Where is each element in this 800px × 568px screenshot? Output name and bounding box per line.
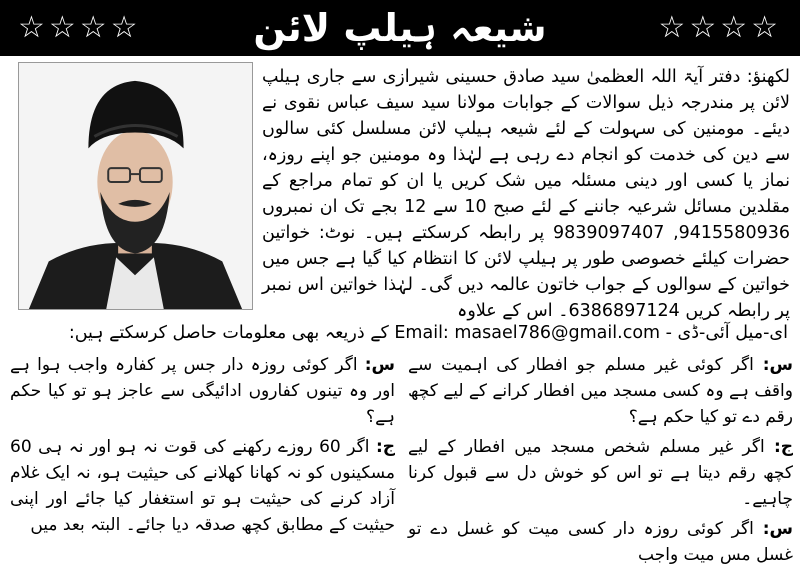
cleric-portrait xyxy=(18,62,253,310)
header-banner xyxy=(0,0,800,56)
email-contact-line: ای-میل آئی-ڈی - Email: masael786@gmail.com کے ذریعہ بھی معلومات حاصل کرسکتے ہیں: xyxy=(68,323,788,343)
qa-text: اگر غیر مسلم شخص مسجد میں افطار کے لیے کچھ رقم دیتا ہے تو اس کو خوش دل سے قبول کرنا چاہیے۔ xyxy=(408,437,793,509)
page-title: شیعہ ہیلپ لائن xyxy=(253,6,547,50)
qa-label: س: xyxy=(762,519,793,539)
intro-paragraph: لکھنؤ: دفتر آیۃ اللہ العظمیٰ سید صادق حسینی شیرازی سے جاری ہیلپ لائن پر مندرجہ ذیل سوالات کے جوابات مولانا سید سیف عباس نقوی نے دیئے۔ مومنین کی سہولت کے لئے شیعہ ہیلپ لائن مسلسل کئی سالوں سے دین کی خدمت کو انجام دے رہی ہے لہٰذا وہ مومنین جو اپنے روزہ، نماز یا کسی اور دینی مسئلہ میں شک کریں یا ان کو تمام مراجع کے مقلدین مسائل شرعیہ جاننے کے لئے صبح 10 سے 12 بجے تک ان نمبروں 9415580936, 9839097407 پر رابطہ کرسکتے ہیں۔ نوٹ: خواتین حضرات کیلئے خصوصی طور پر ہیلپ لائن کا انتظام کیا گیا ہے جس میں خواتین کے سوالوں کے جواب خاتون عالمہ دیں گی۔ لہٰذا خواتین اس نمبر پر رابطہ کریں 6386897124۔ اس کے علاوہ xyxy=(262,67,790,321)
qa-text: اگر کوئی غیر مسلم جو افطار کی اہمیت سے واقف ہے وہ کسی مسجد میں افطار کرانے کے لیے کچھ رقم دے تو کیا حکم ہے؟ xyxy=(408,355,793,427)
qa-item xyxy=(10,352,395,430)
qa-item xyxy=(408,516,793,568)
qa-label: ج: xyxy=(773,437,793,457)
stars-left: ☆☆☆☆ xyxy=(18,10,142,45)
stars-right: ☆☆☆☆ xyxy=(658,10,782,45)
qa-column-right xyxy=(408,352,793,565)
intro-article xyxy=(262,64,790,346)
qa-text: اگر 60 روزے رکھنے کی قوت نہ ہو اور نہ ہی 60 مسکینوں کو نہ کھانا کھلانے کی حیثیت ہو، نہ ایک غلام آزاد کرنے کی حیثیت ہو تو استغفار کیا جائے اور اپنی حیثیت کے مطابق کچھ صدقہ دیا جائے۔ البتہ بعد میں xyxy=(10,437,395,535)
qa-label: س: xyxy=(364,355,396,375)
qa-item xyxy=(408,352,793,430)
qa-text: اگر کوئی روزہ دار کسی میت کو غسل دے تو غسل مس میت واجب xyxy=(408,519,793,565)
qa-label: س: xyxy=(762,355,793,375)
qa-item xyxy=(10,434,395,538)
portrait-image xyxy=(19,63,252,309)
qa-label: ج: xyxy=(375,437,395,457)
qa-column-left xyxy=(10,352,395,538)
qa-item xyxy=(408,434,793,512)
qa-text: اگر کوئی روزہ دار جس پر کفارہ واجب ہوا ہے اور وہ تینوں کفاروں ادائیگی سے عاجز ہو تو کیا حکم ہے؟ xyxy=(10,355,395,427)
